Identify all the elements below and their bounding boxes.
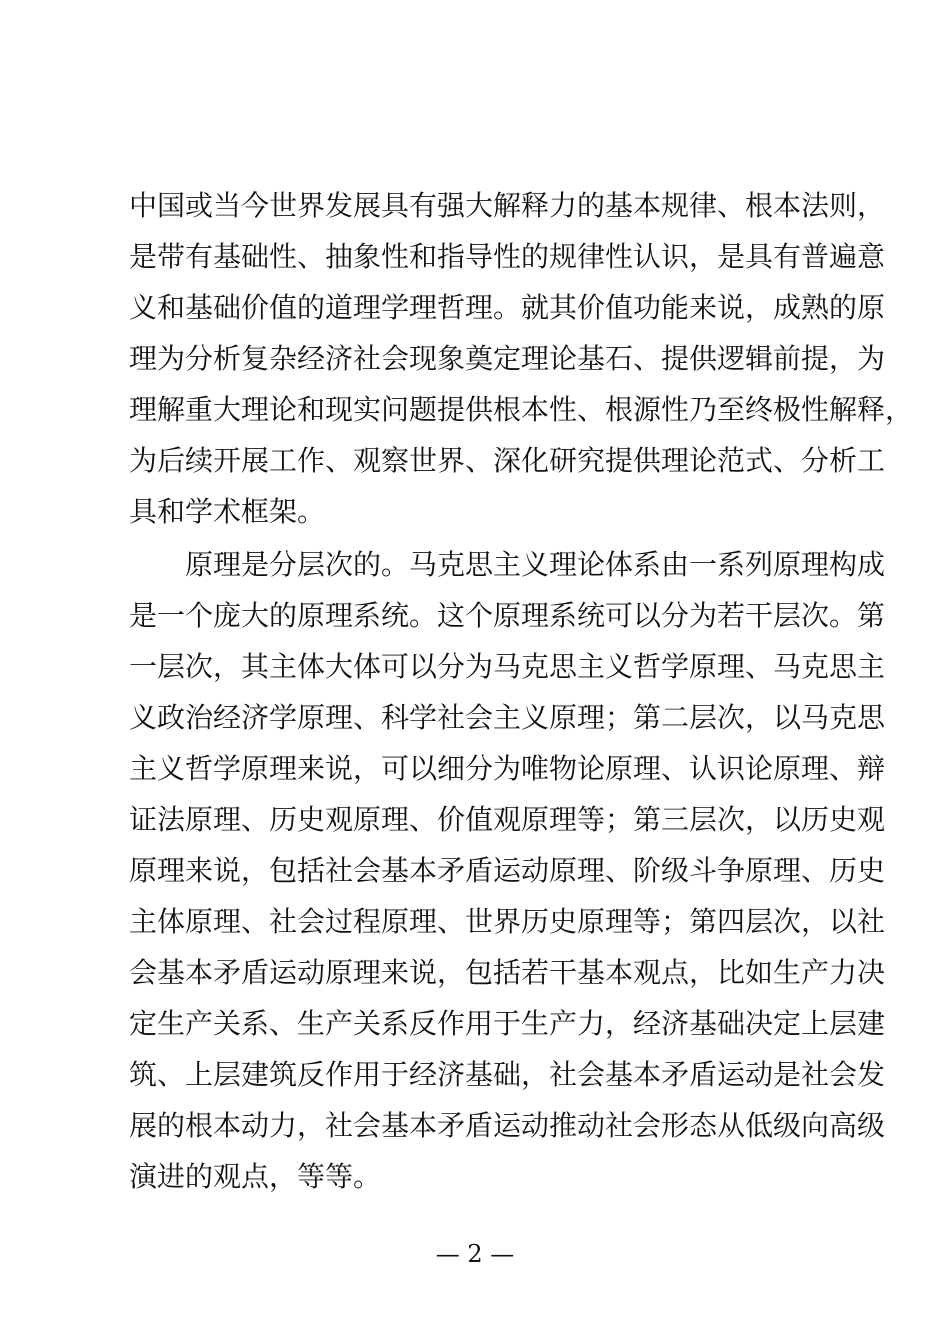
- text-line: 展的根本动力，社会基本矛盾运动推动社会形态从低级向高级: [129, 1109, 886, 1142]
- text-line: 义和基础价值的道理学理哲理。就其价值功能来说，成熟的原: [129, 291, 886, 324]
- text-line: 理解重大理论和现实问题提供根本性、根源性乃至终极性解释，: [129, 393, 914, 426]
- text-line: 主体原理、社会过程原理、世界历史原理等；第四层次，以社: [129, 905, 886, 938]
- text-line: 原理来说，包括社会基本矛盾运动原理、阶级斗争原理、历史: [129, 854, 886, 887]
- document-body: [129, 180, 914, 1202]
- text-line: 主义哲学原理来说，可以细分为唯物论原理、认识论原理、辩: [129, 752, 886, 785]
- text-line: 演进的观点，等等。: [129, 1160, 382, 1193]
- text-line: 是带有基础性、抽象性和指导性的规律性认识，是具有普遍意: [129, 240, 886, 273]
- text-line: 理为分析复杂经济社会现象奠定理论基石、提供逻辑前提，为: [129, 342, 886, 375]
- text-line: 为后续开展工作、观察世界、深化研究提供理论范式、分析工: [129, 444, 886, 477]
- text-line: 会基本矛盾运动原理来说，包括若干基本观点，比如生产力决: [129, 956, 886, 989]
- text-line: 一层次，其主体大体可以分为马克思主义哲学原理、马克思主: [129, 650, 886, 683]
- text-line: 筑、上层建筑反作用于经济基础，社会基本矛盾运动是社会发: [129, 1058, 886, 1091]
- page-number: — 2 —: [435, 1240, 515, 1268]
- text-line: 是一个庞大的原理系统。这个原理系统可以分为若干层次。第: [129, 599, 886, 632]
- text-line: 定生产关系、生产关系反作用于生产力，经济基础决定上层建: [129, 1007, 886, 1040]
- paragraph-2: [129, 539, 886, 1202]
- text-line: 原理是分层次的。马克思主义理论体系由一系列原理构成: [185, 548, 886, 581]
- text-line: 中国或当今世界发展具有强大解释力的基本规律、根本法则，: [129, 189, 886, 222]
- text-line: 具和学术框架。: [129, 495, 326, 528]
- text-line: 证法原理、历史观原理、价值观原理等；第三层次，以历史观: [129, 803, 886, 836]
- text-line: 义政治经济学原理、科学社会主义原理；第二层次，以马克思: [129, 701, 886, 734]
- paragraph-1: [129, 180, 914, 537]
